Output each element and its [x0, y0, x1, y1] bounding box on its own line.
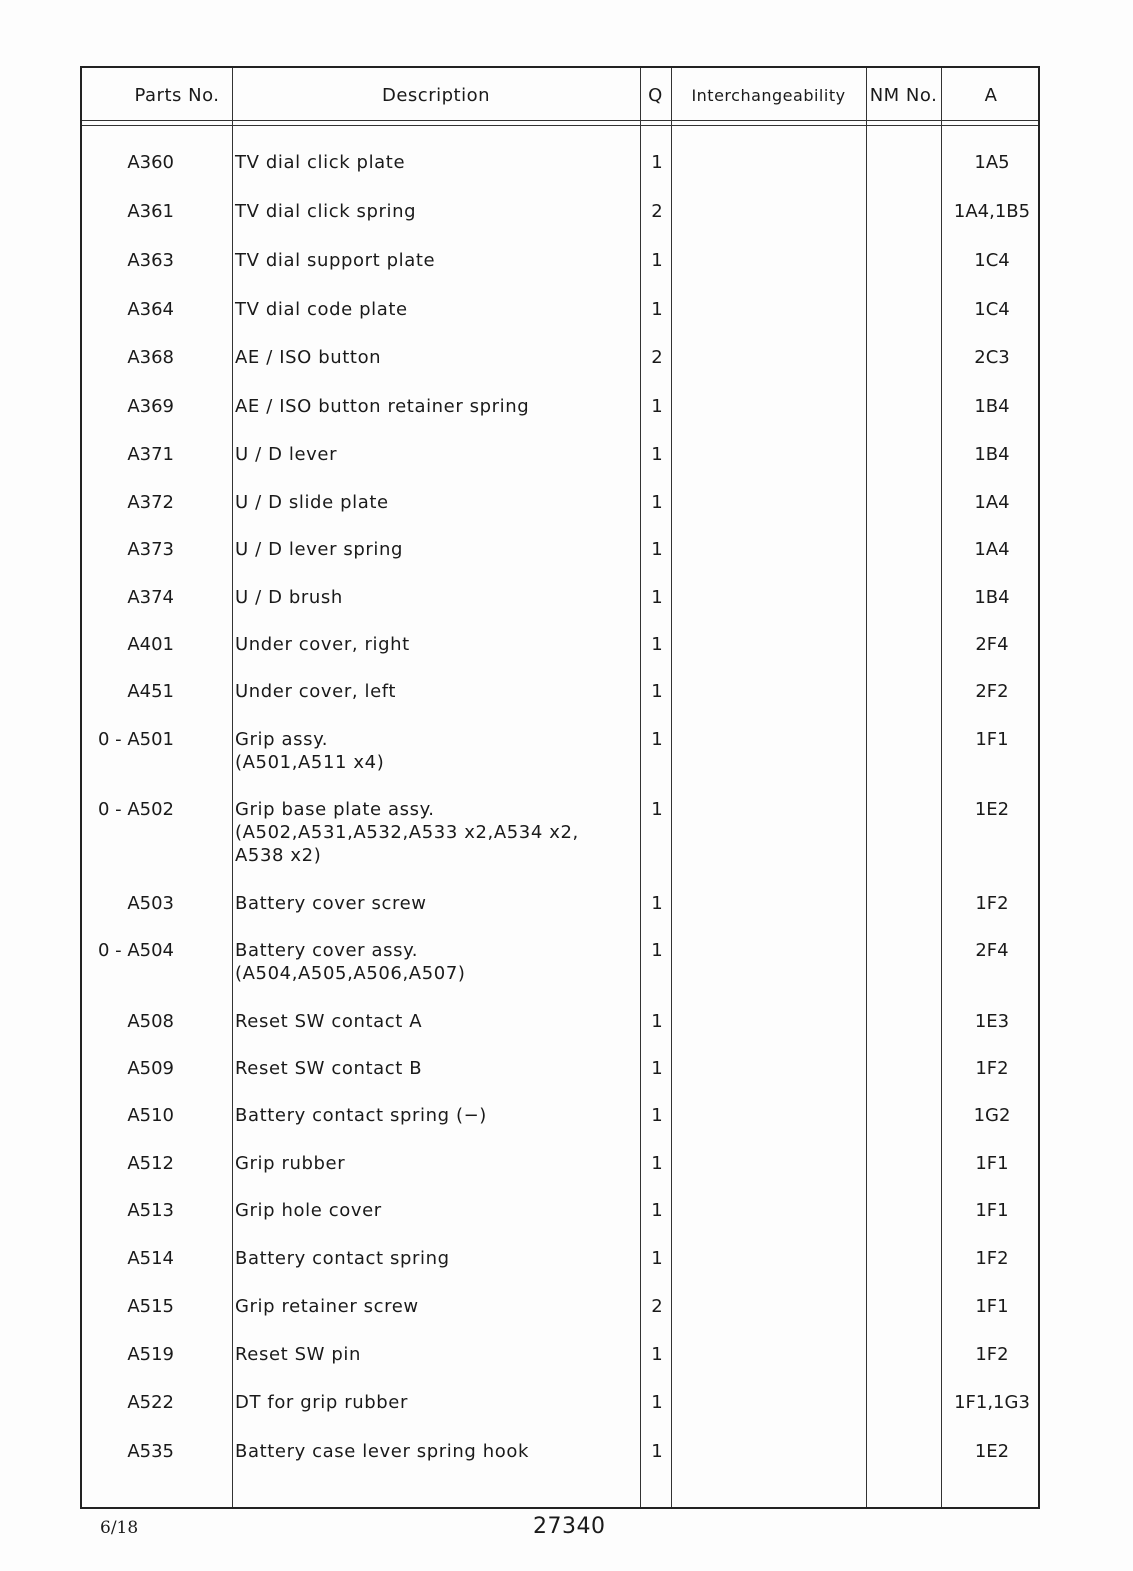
page-number: 6/18: [100, 1518, 139, 1538]
part-number: A535: [127, 1441, 174, 1462]
location-code: 1A5: [974, 152, 1010, 173]
description-line: U / D lever spring: [235, 539, 404, 560]
quantity: 1: [651, 799, 663, 820]
part-number: A519: [127, 1344, 174, 1365]
quantity: 1: [651, 1392, 663, 1413]
location-code: 1F2: [975, 1248, 1009, 1269]
part-description: [235, 200, 635, 223]
description-line: (A502,A531,A532,A533 x2,A534 x2,: [235, 822, 579, 843]
location-code: 1F1,1G3: [954, 1392, 1030, 1413]
location-code: 1F1: [975, 1200, 1009, 1221]
description-line: Battery contact spring: [235, 1248, 450, 1269]
quantity: 1: [651, 1344, 663, 1365]
part-description: [235, 1391, 635, 1414]
quantity: 1: [651, 729, 663, 750]
location-code: 1A4: [974, 539, 1010, 560]
description-line: (A501,A511 x4): [235, 752, 385, 773]
part-description: [235, 1057, 635, 1080]
parts-table: [80, 66, 1040, 1509]
description-line: Battery cover screw: [235, 893, 427, 914]
quantity: 1: [651, 940, 663, 961]
part-description: [235, 798, 635, 867]
description-line: U / D lever: [235, 444, 338, 465]
location-code: 1B4: [974, 587, 1010, 608]
location-code: 1B4: [974, 444, 1010, 465]
quantity: 1: [651, 893, 663, 914]
location-code: 1A4: [974, 492, 1010, 513]
description-line: TV dial code plate: [235, 299, 408, 320]
part-description: [235, 1343, 635, 1366]
quantity: 1: [651, 1011, 663, 1032]
location-code: 2C3: [974, 347, 1010, 368]
description-line: Battery case lever spring hook: [235, 1441, 529, 1462]
column-divider: [232, 68, 233, 1507]
description-line: Battery contact spring (−): [235, 1105, 487, 1126]
location-code: 2F4: [975, 940, 1009, 961]
part-description: [235, 538, 635, 561]
description-line: TV dial support plate: [235, 250, 436, 271]
part-number: A451: [127, 681, 174, 702]
part-description: [235, 1010, 635, 1033]
part-description: [235, 1440, 635, 1463]
location-code: 1F2: [975, 893, 1009, 914]
location-code: 2F2: [975, 681, 1009, 702]
part-number: A360: [127, 152, 174, 173]
header-parts-no: Parts No.: [134, 84, 220, 106]
quantity: 1: [651, 1058, 663, 1079]
description-line: (A504,A505,A506,A507): [235, 963, 466, 984]
description-line: Grip hole cover: [235, 1200, 382, 1221]
quantity: 1: [651, 1200, 663, 1221]
part-number: A363: [127, 250, 174, 271]
quantity: 1: [651, 1105, 663, 1126]
description-line: Grip rubber: [235, 1153, 346, 1174]
location-code: 1F1: [975, 1153, 1009, 1174]
description-line: Under cover, right: [235, 634, 410, 655]
part-number: A369: [127, 396, 174, 417]
description-line: Reset SW contact B: [235, 1058, 423, 1079]
part-description: [235, 151, 635, 174]
description-line: U / D slide plate: [235, 492, 389, 513]
part-description: [235, 1199, 635, 1222]
location-code: 1A4,1B5: [953, 201, 1031, 222]
part-description: [235, 1104, 635, 1127]
description-line: TV dial click spring: [235, 201, 417, 222]
part-description: [235, 491, 635, 514]
part-description: [235, 346, 635, 369]
quantity: 2: [651, 347, 663, 368]
header-nm-no: NM No.: [869, 84, 938, 106]
part-description: [235, 298, 635, 321]
description-line: Battery cover assy.: [235, 940, 419, 961]
part-number: A373: [127, 539, 174, 560]
part-number: A364: [127, 299, 174, 320]
description-line: Grip retainer screw: [235, 1296, 419, 1317]
quantity: 1: [651, 1153, 663, 1174]
part-number: A508: [127, 1011, 174, 1032]
location-code: 1C4: [974, 250, 1010, 271]
description-line: AE / ISO button: [235, 347, 382, 368]
part-number: A372: [127, 492, 174, 513]
quantity: 1: [651, 299, 663, 320]
part-description: [235, 939, 635, 985]
part-description: [235, 728, 635, 774]
part-description: [235, 395, 635, 418]
part-number: A361: [127, 201, 174, 222]
part-number: A503: [127, 893, 174, 914]
description-line: A538 x2): [235, 845, 322, 866]
quantity: 1: [651, 444, 663, 465]
part-number: 0 - A502: [97, 799, 174, 820]
quantity: 1: [651, 1248, 663, 1269]
quantity: 1: [651, 634, 663, 655]
description-line: Grip base plate assy.: [235, 799, 435, 820]
location-code: 1F1: [975, 729, 1009, 750]
part-description: [235, 1247, 635, 1270]
column-divider: [941, 68, 942, 1507]
part-description: [235, 249, 635, 272]
location-code: 1E2: [974, 799, 1010, 820]
part-number: A514: [127, 1248, 174, 1269]
header-interchangeability: Interchangeability: [691, 85, 846, 105]
part-number: A401: [127, 634, 174, 655]
description-line: Grip assy.: [235, 729, 329, 750]
part-description: [235, 443, 635, 466]
column-divider: [640, 68, 641, 1507]
location-code: 1G2: [973, 1105, 1011, 1126]
quantity: 1: [651, 492, 663, 513]
part-description: [235, 680, 635, 703]
quantity: 1: [651, 681, 663, 702]
part-number: 0 - A501: [97, 729, 174, 750]
part-number: A374: [127, 587, 174, 608]
location-code: 1F1: [975, 1296, 1009, 1317]
quantity: 1: [651, 539, 663, 560]
part-description: [235, 1295, 635, 1318]
part-number: A513: [127, 1200, 174, 1221]
quantity: 1: [651, 250, 663, 271]
document-code: 27340: [533, 1514, 606, 1539]
location-code: 1F2: [975, 1058, 1009, 1079]
quantity: 2: [651, 1296, 663, 1317]
part-number: A522: [127, 1392, 174, 1413]
part-description: [235, 1152, 635, 1175]
part-number: A509: [127, 1058, 174, 1079]
description-line: Reset SW pin: [235, 1344, 361, 1365]
column-divider: [671, 68, 672, 1507]
part-description: [235, 586, 635, 609]
part-description: [235, 892, 635, 915]
quantity: 2: [651, 201, 663, 222]
quantity: 1: [651, 152, 663, 173]
description-line: U / D brush: [235, 587, 343, 608]
description-line: Reset SW contact A: [235, 1011, 423, 1032]
part-number: 0 - A504: [97, 940, 174, 961]
location-code: 1F2: [975, 1344, 1009, 1365]
location-code: 1E2: [974, 1441, 1010, 1462]
part-number: A515: [127, 1296, 174, 1317]
part-number: A368: [127, 347, 174, 368]
description-line: TV dial click plate: [235, 152, 406, 173]
part-number: A510: [127, 1105, 174, 1126]
location-code: 1C4: [974, 299, 1010, 320]
description-line: Under cover, left: [235, 681, 397, 702]
description-line: AE / ISO button retainer spring: [235, 396, 530, 417]
header-a: A: [984, 84, 998, 106]
column-divider: [866, 68, 867, 1507]
header-q: Q: [648, 84, 663, 106]
quantity: 1: [651, 396, 663, 417]
part-description: [235, 633, 635, 656]
location-code: 2F4: [975, 634, 1009, 655]
location-code: 1B4: [974, 396, 1010, 417]
location-code: 1E3: [974, 1011, 1010, 1032]
header-description: Description: [381, 84, 490, 106]
description-line: DT for grip rubber: [235, 1392, 408, 1413]
quantity: 1: [651, 587, 663, 608]
quantity: 1: [651, 1441, 663, 1462]
part-number: A512: [127, 1153, 174, 1174]
part-number: A371: [127, 444, 174, 465]
